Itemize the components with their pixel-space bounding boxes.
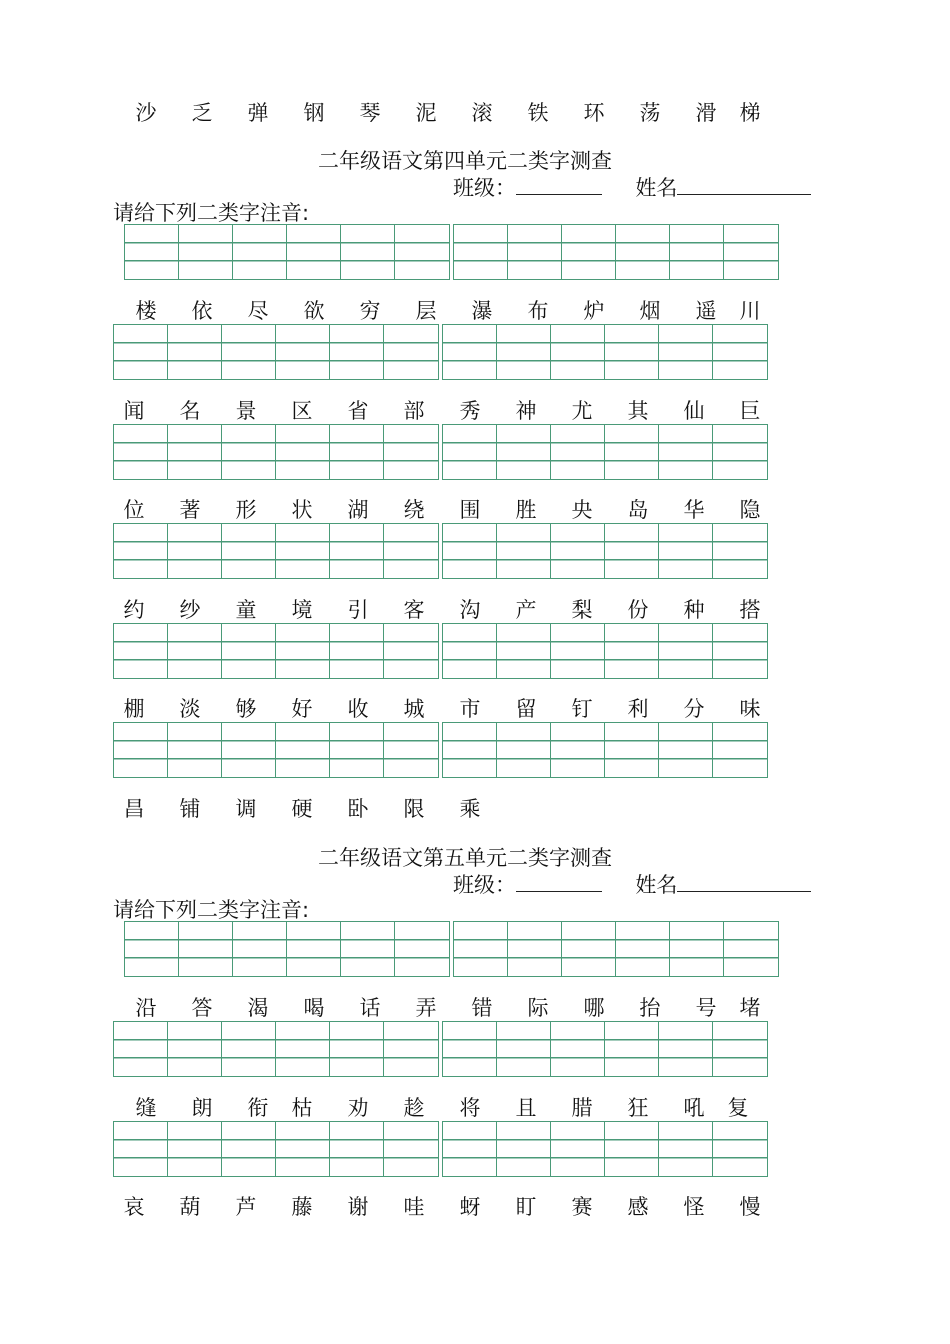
pinyin-box[interactable]	[384, 1122, 438, 1176]
pinyin-box[interactable]	[497, 524, 551, 578]
pinyin-box[interactable]	[222, 723, 276, 777]
pinyin-box[interactable]	[222, 524, 276, 578]
pinyin-box[interactable]	[125, 922, 179, 976]
character: 错	[471, 996, 493, 1020]
character: 产	[515, 598, 537, 622]
pinyin-box[interactable]	[713, 624, 767, 678]
pinyin-box[interactable]	[443, 524, 497, 578]
pinyin-box[interactable]	[443, 425, 497, 479]
character-row	[0, 398, 950, 424]
pinyin-box[interactable]	[330, 524, 384, 578]
character: 烟	[639, 299, 661, 323]
pinyin-grid-block	[124, 224, 450, 280]
pinyin-box[interactable]	[551, 723, 605, 777]
character: 沿	[135, 996, 157, 1020]
pinyin-box[interactable]	[443, 624, 497, 678]
character: 调	[235, 797, 257, 821]
pinyin-box[interactable]	[659, 524, 713, 578]
character: 滑	[695, 101, 717, 125]
pinyin-grid	[124, 224, 779, 280]
character: 穷	[359, 299, 381, 323]
character: 趁	[403, 1096, 425, 1120]
pinyin-box[interactable]	[114, 624, 168, 678]
pinyin-box[interactable]	[497, 723, 551, 777]
pinyin-box[interactable]	[551, 325, 605, 379]
pinyin-box[interactable]	[562, 225, 616, 279]
pinyin-box[interactable]	[114, 1022, 168, 1076]
character: 藤	[291, 1195, 313, 1219]
section-title: 二年级语文第四单元二类字测查	[318, 149, 612, 173]
pinyin-grid-block	[453, 224, 779, 280]
pinyin-box[interactable]	[659, 425, 713, 479]
character: 谢	[347, 1195, 369, 1219]
character: 炉	[583, 299, 605, 323]
character: 琴	[359, 101, 381, 125]
pinyin-grid	[124, 921, 779, 977]
pinyin-grid	[113, 523, 768, 579]
pinyin-box[interactable]	[562, 922, 616, 976]
character: 乘	[459, 797, 481, 821]
character: 吼	[683, 1096, 705, 1120]
pinyin-grid	[113, 1021, 768, 1077]
character: 遥	[695, 299, 717, 323]
pinyin-box[interactable]	[330, 723, 384, 777]
pinyin-grid-block	[442, 324, 768, 380]
character: 铺	[179, 797, 201, 821]
character: 引	[347, 598, 369, 622]
class-blank[interactable]	[516, 174, 602, 195]
character: 种	[683, 598, 705, 622]
pinyin-grid-block	[442, 623, 768, 679]
character: 瀑	[471, 299, 493, 323]
character: 劝	[347, 1096, 369, 1120]
pinyin-box[interactable]	[287, 922, 341, 976]
character: 且	[515, 1096, 537, 1120]
pinyin-box[interactable]	[713, 1022, 767, 1076]
character: 棚	[123, 697, 145, 721]
pinyin-box[interactable]	[233, 225, 287, 279]
character: 湖	[347, 498, 369, 522]
pinyin-box[interactable]	[341, 922, 395, 976]
character: 部	[403, 399, 425, 423]
character: 际	[527, 996, 549, 1020]
character: 弹	[247, 101, 269, 125]
pinyin-grid-block	[113, 523, 439, 579]
character: 闻	[123, 399, 145, 423]
pinyin-grid-block	[113, 623, 439, 679]
character: 川	[739, 299, 761, 323]
character: 狂	[627, 1096, 649, 1120]
pinyin-box[interactable]	[276, 325, 330, 379]
pinyin-box[interactable]	[670, 225, 724, 279]
character: 境	[291, 598, 313, 622]
character: 利	[627, 697, 649, 721]
character: 钉	[571, 697, 593, 721]
pinyin-grid-block	[442, 722, 768, 778]
character-row	[0, 597, 950, 623]
pinyin-grid-block	[442, 1021, 768, 1077]
pinyin-box[interactable]	[384, 524, 438, 578]
pinyin-box[interactable]	[222, 425, 276, 479]
character: 绕	[403, 498, 425, 522]
character: 味	[739, 697, 761, 721]
pinyin-box[interactable]	[605, 524, 659, 578]
pinyin-box[interactable]	[616, 225, 670, 279]
pinyin-box[interactable]	[276, 723, 330, 777]
character: 约	[123, 598, 145, 622]
pinyin-box[interactable]	[443, 1022, 497, 1076]
pinyin-box[interactable]	[497, 325, 551, 379]
character: 答	[191, 996, 213, 1020]
pinyin-box[interactable]	[384, 325, 438, 379]
pinyin-box[interactable]	[443, 1122, 497, 1176]
character: 区	[291, 399, 313, 423]
pinyin-grid-block	[453, 921, 779, 977]
character: 隐	[739, 498, 761, 522]
pinyin-box[interactable]	[287, 225, 341, 279]
character: 分	[683, 697, 705, 721]
character: 童	[235, 598, 257, 622]
pinyin-box[interactable]	[605, 624, 659, 678]
character: 哇	[403, 1195, 425, 1219]
character: 硬	[291, 797, 313, 821]
pinyin-box[interactable]	[276, 1122, 330, 1176]
pinyin-box[interactable]	[114, 425, 168, 479]
pinyin-box[interactable]	[330, 425, 384, 479]
character: 慢	[739, 1195, 761, 1219]
character: 怪	[683, 1195, 705, 1219]
pinyin-box[interactable]	[222, 624, 276, 678]
pinyin-box[interactable]	[724, 225, 778, 279]
character-row	[0, 298, 950, 324]
pinyin-box[interactable]	[276, 1022, 330, 1076]
character: 话	[359, 996, 381, 1020]
pinyin-box[interactable]	[605, 1122, 659, 1176]
pinyin-box[interactable]	[168, 325, 222, 379]
pinyin-box[interactable]	[168, 624, 222, 678]
pinyin-box[interactable]	[497, 1022, 551, 1076]
character-row	[0, 796, 950, 822]
pinyin-box[interactable]	[659, 1022, 713, 1076]
pinyin-box[interactable]	[341, 225, 395, 279]
pinyin-box[interactable]	[276, 624, 330, 678]
character-row	[0, 1095, 950, 1121]
character-row	[0, 1194, 950, 1220]
character: 客	[403, 598, 425, 622]
character: 市	[459, 697, 481, 721]
pinyin-grid	[113, 623, 768, 679]
pinyin-box[interactable]	[454, 922, 508, 976]
character: 收	[347, 697, 369, 721]
character-row	[0, 497, 950, 523]
character: 秀	[459, 399, 481, 423]
character: 欲	[303, 299, 325, 323]
character: 感	[627, 1195, 649, 1219]
pinyin-grid-block	[442, 523, 768, 579]
pinyin-box[interactable]	[384, 723, 438, 777]
character: 号	[695, 996, 717, 1020]
pinyin-grid-block	[113, 424, 439, 480]
character: 留	[515, 697, 537, 721]
character: 泥	[415, 101, 437, 125]
pinyin-grid-block	[124, 921, 450, 977]
character-row	[0, 100, 950, 126]
character: 好	[291, 697, 313, 721]
pinyin-box[interactable]	[395, 225, 449, 279]
class-name-fields	[453, 871, 811, 898]
character: 腊	[571, 1096, 593, 1120]
character: 梯	[739, 101, 761, 125]
character: 够	[235, 697, 257, 721]
pinyin-box[interactable]	[605, 325, 659, 379]
pinyin-box[interactable]	[670, 922, 724, 976]
character: 枯	[291, 1096, 313, 1120]
character: 省	[347, 399, 369, 423]
pinyin-box[interactable]	[395, 922, 449, 976]
pinyin-box[interactable]	[605, 723, 659, 777]
character: 钢	[303, 101, 325, 125]
pinyin-box[interactable]	[233, 922, 287, 976]
name-label: 姓名	[635, 176, 678, 200]
character: 楼	[135, 299, 157, 323]
character: 景	[235, 399, 257, 423]
character: 将	[459, 1096, 481, 1120]
pinyin-box[interactable]	[724, 922, 778, 976]
pinyin-box[interactable]	[168, 723, 222, 777]
character: 岛	[627, 498, 649, 522]
character: 蚜	[459, 1195, 481, 1219]
character: 滚	[471, 101, 493, 125]
character: 沙	[135, 101, 157, 125]
character: 堵	[739, 996, 761, 1020]
character: 华	[683, 498, 705, 522]
character: 昌	[123, 797, 145, 821]
character: 乏	[191, 101, 213, 125]
pinyin-box[interactable]	[222, 1122, 276, 1176]
character: 纱	[179, 598, 201, 622]
pinyin-box[interactable]	[497, 425, 551, 479]
pinyin-box[interactable]	[114, 1122, 168, 1176]
character: 围	[459, 498, 481, 522]
character: 巨	[739, 399, 761, 423]
character: 尤	[571, 399, 593, 423]
pinyin-box[interactable]	[616, 922, 670, 976]
character: 渴	[247, 996, 269, 1020]
pinyin-box[interactable]	[713, 1122, 767, 1176]
character: 赛	[571, 1195, 593, 1219]
name-blank[interactable]	[677, 871, 811, 892]
pinyin-box[interactable]	[168, 524, 222, 578]
pinyin-box[interactable]	[222, 325, 276, 379]
pinyin-grid-block	[442, 424, 768, 480]
pinyin-box[interactable]	[659, 624, 713, 678]
pinyin-box[interactable]	[454, 225, 508, 279]
pinyin-box[interactable]	[551, 624, 605, 678]
character: 淡	[179, 697, 201, 721]
character: 抬	[639, 996, 661, 1020]
pinyin-grid-block	[442, 1121, 768, 1177]
pinyin-grid	[113, 424, 768, 480]
pinyin-box[interactable]	[330, 1022, 384, 1076]
character: 名	[179, 399, 201, 423]
pinyin-grid	[113, 1121, 768, 1177]
class-label: 班级：	[453, 176, 516, 200]
character: 卧	[347, 797, 369, 821]
pinyin-box[interactable]	[551, 425, 605, 479]
character-row	[0, 995, 950, 1021]
character: 形	[235, 498, 257, 522]
pinyin-box[interactable]	[276, 524, 330, 578]
character: 布	[527, 299, 549, 323]
character: 胜	[515, 498, 537, 522]
character: 仙	[683, 399, 705, 423]
character: 朗	[191, 1096, 213, 1120]
pinyin-box[interactable]	[713, 325, 767, 379]
pinyin-box[interactable]	[168, 425, 222, 479]
character: 缝	[135, 1096, 157, 1120]
character: 限	[403, 797, 425, 821]
class-name-fields	[453, 174, 811, 201]
character: 铁	[527, 101, 549, 125]
pinyin-box[interactable]	[713, 524, 767, 578]
pinyin-box[interactable]	[179, 922, 233, 976]
pinyin-box[interactable]	[222, 1022, 276, 1076]
pinyin-box[interactable]	[330, 624, 384, 678]
character-row	[0, 696, 950, 722]
pinyin-box[interactable]	[114, 325, 168, 379]
class-label: 班级：	[453, 873, 516, 897]
character: 梨	[571, 598, 593, 622]
section-title: 二年级语文第五单元二类字测查	[318, 846, 612, 870]
class-blank[interactable]	[516, 871, 602, 892]
character: 央	[571, 498, 593, 522]
character: 荡	[639, 101, 661, 125]
character: 份	[627, 598, 649, 622]
pinyin-box[interactable]	[330, 325, 384, 379]
character: 衔	[247, 1096, 269, 1120]
character: 依	[191, 299, 213, 323]
pinyin-box[interactable]	[168, 1122, 222, 1176]
pinyin-box[interactable]	[497, 624, 551, 678]
character: 葫	[179, 1195, 201, 1219]
character: 哀	[123, 1195, 145, 1219]
character: 神	[515, 399, 537, 423]
pinyin-grid-block	[113, 1021, 439, 1077]
name-label: 姓名	[635, 873, 678, 897]
character: 状	[291, 498, 313, 522]
name-blank[interactable]	[677, 174, 811, 195]
character: 位	[123, 498, 145, 522]
character: 著	[179, 498, 201, 522]
pinyin-box[interactable]	[659, 1122, 713, 1176]
character: 环	[583, 101, 605, 125]
pinyin-grid	[113, 722, 768, 778]
character: 其	[627, 399, 649, 423]
pinyin-box[interactable]	[508, 922, 562, 976]
character: 哪	[583, 996, 605, 1020]
pinyin-box[interactable]	[168, 1022, 222, 1076]
pinyin-box[interactable]	[384, 425, 438, 479]
character: 尽	[247, 299, 269, 323]
character: 城	[403, 697, 425, 721]
pinyin-grid-block	[113, 1121, 439, 1177]
character: 弄	[415, 996, 437, 1020]
pinyin-box[interactable]	[551, 524, 605, 578]
pinyin-box[interactable]	[551, 1022, 605, 1076]
pinyin-box[interactable]	[330, 1122, 384, 1176]
pinyin-box[interactable]	[605, 1022, 659, 1076]
pinyin-box[interactable]	[114, 524, 168, 578]
pinyin-box[interactable]	[276, 425, 330, 479]
pinyin-grid-block	[113, 722, 439, 778]
character: 芦	[235, 1195, 257, 1219]
pinyin-box[interactable]	[443, 325, 497, 379]
pinyin-box[interactable]	[125, 225, 179, 279]
pinyin-box[interactable]	[605, 425, 659, 479]
pinyin-box[interactable]	[659, 723, 713, 777]
pinyin-box[interactable]	[443, 723, 497, 777]
pinyin-box[interactable]	[384, 624, 438, 678]
character: 沟	[459, 598, 481, 622]
pinyin-box[interactable]	[659, 325, 713, 379]
character: 复	[727, 1096, 749, 1120]
pinyin-box[interactable]	[384, 1022, 438, 1076]
character: 层	[415, 299, 437, 323]
pinyin-box[interactable]	[179, 225, 233, 279]
character: 搭	[739, 598, 761, 622]
pinyin-box[interactable]	[114, 723, 168, 777]
instruction: 请给下列二类字注音:	[113, 898, 310, 922]
pinyin-box[interactable]	[713, 723, 767, 777]
character: 盯	[515, 1195, 537, 1219]
pinyin-box[interactable]	[497, 1122, 551, 1176]
character: 喝	[303, 996, 325, 1020]
pinyin-grid	[113, 324, 768, 380]
pinyin-box[interactable]	[551, 1122, 605, 1176]
pinyin-grid-block	[113, 324, 439, 380]
pinyin-box[interactable]	[713, 425, 767, 479]
instruction: 请给下列二类字注音:	[113, 201, 310, 225]
pinyin-box[interactable]	[508, 225, 562, 279]
